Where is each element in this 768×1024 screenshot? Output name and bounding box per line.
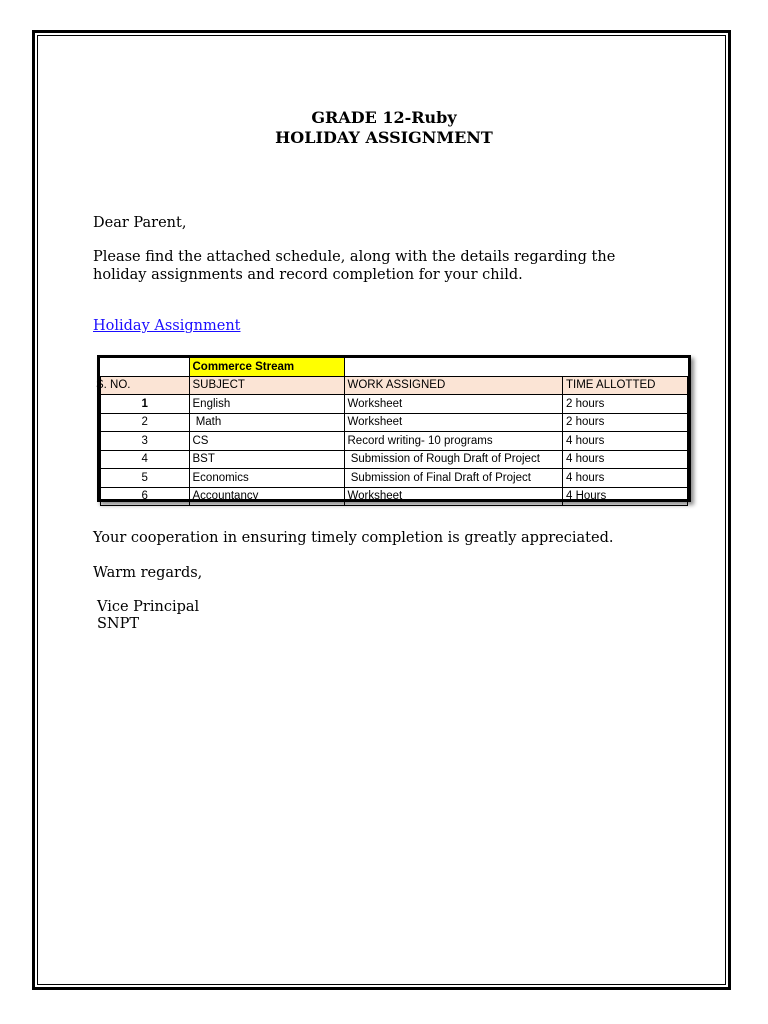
stream-blank-cell — [563, 358, 688, 376]
cell-work: Worksheet — [344, 413, 563, 432]
stream-blank-cell — [344, 358, 563, 376]
salutation: Dear Parent, — [93, 215, 187, 231]
table-row — [101, 487, 688, 506]
cell-work: Record writing- 10 programs — [344, 432, 563, 451]
cell-subject: BST — [189, 450, 344, 469]
document-subtitle: HOLIDAY ASSIGNMENT — [275, 128, 493, 147]
cell-sno: 3 — [101, 432, 190, 451]
cell-time: 4 hours — [563, 450, 688, 469]
table-header-row — [101, 376, 688, 395]
stream-label: Commerce Stream — [189, 358, 344, 376]
cell-sno: 5 — [101, 469, 190, 488]
document-title: GRADE 12-Ruby — [311, 108, 457, 127]
cell-subject: Math — [189, 413, 344, 432]
cell-sno: 1 — [101, 395, 190, 414]
cell-subject: Economics — [189, 469, 344, 488]
cell-subject: CS — [189, 432, 344, 451]
closing-line: Your cooperation in ensuring timely completion is greatly appreciated. — [93, 530, 614, 546]
cell-sno: 6 — [101, 487, 190, 506]
table-row — [101, 395, 688, 414]
page-border — [32, 30, 731, 990]
cell-time: 2 hours — [563, 413, 688, 432]
cell-sno: 2 — [101, 413, 190, 432]
cell-subject: Accountancy — [189, 487, 344, 506]
cell-subject: English — [189, 395, 344, 414]
regards: Warm regards, — [93, 565, 203, 581]
stream-row — [101, 358, 688, 376]
table-row — [101, 469, 688, 488]
cell-work: Submission of Rough Draft of Project — [344, 450, 563, 469]
body-line-2: holiday assignments and record completion for your child. — [93, 267, 523, 283]
body-line-1: Please find the attached schedule, along with the details regarding the — [93, 249, 616, 265]
assignment-table — [96, 358, 688, 506]
cell-work: Worksheet — [344, 395, 563, 414]
stream-blank-cell — [101, 358, 190, 376]
cell-time: 4 hours — [563, 432, 688, 451]
column-header-subject: SUBJECT — [189, 376, 344, 395]
holiday-assignment-link[interactable]: Holiday Assignment — [93, 318, 241, 334]
cell-sno: 4 — [101, 450, 190, 469]
signature-title: Vice Principal — [97, 599, 200, 615]
assignment-table-frame — [97, 355, 691, 502]
signature-org: SNPT — [97, 616, 140, 632]
column-header-sno: S. NO. — [101, 376, 190, 395]
cell-time: 2 hours — [563, 395, 688, 414]
cell-work: Worksheet — [344, 487, 563, 506]
cell-time: 4 hours — [563, 469, 688, 488]
column-header-time: TIME ALLOTTED — [563, 376, 688, 395]
cell-time: 4 Hours — [563, 487, 688, 506]
table-row — [101, 413, 688, 432]
table-row — [101, 432, 688, 451]
column-header-work: WORK ASSIGNED — [344, 376, 563, 395]
table-row — [101, 450, 688, 469]
cell-work: Submission of Final Draft of Project — [344, 469, 563, 488]
